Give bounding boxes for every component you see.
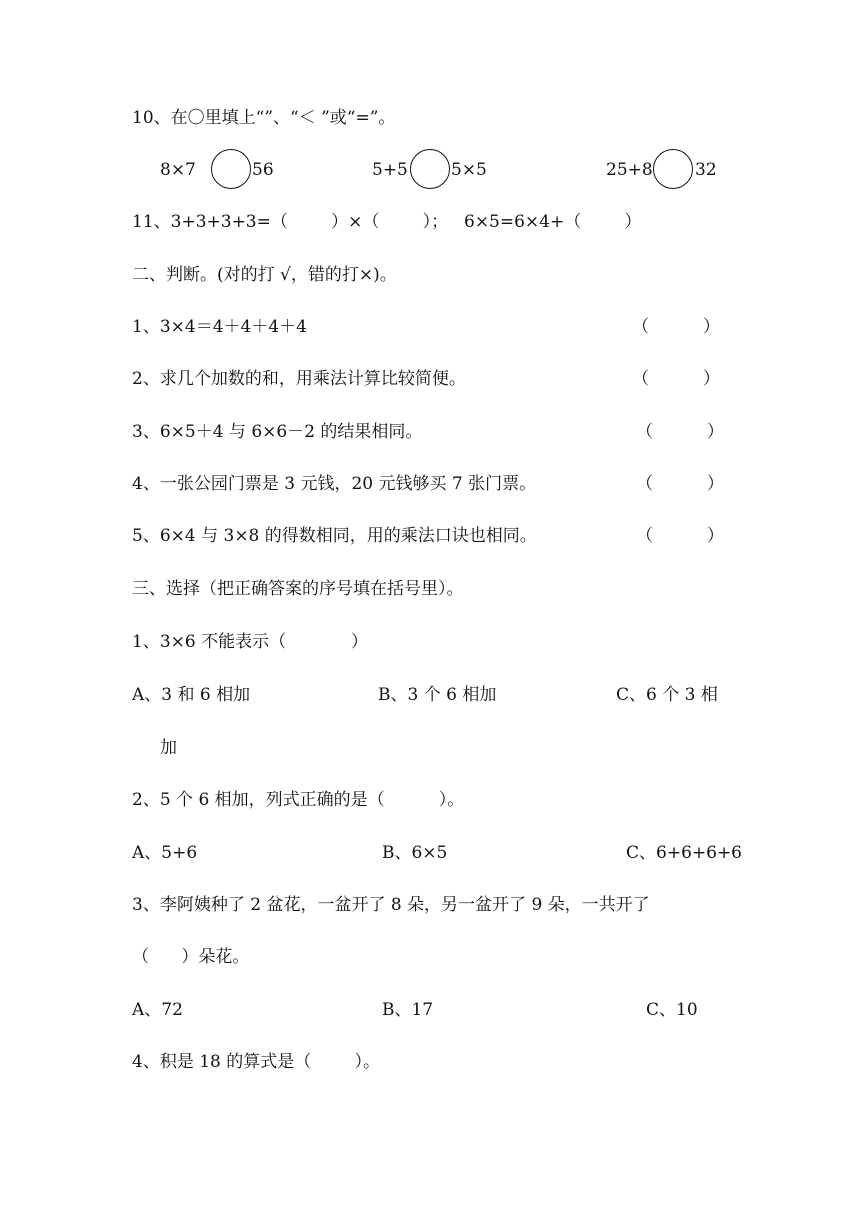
mc-q3-option-c: C、10 xyxy=(646,1000,698,1020)
q10-item2-answer-circle[interactable] xyxy=(410,149,450,189)
q10-item3-left: 25+8 xyxy=(606,160,653,180)
mc-q1-option-a: A、3 和 6 相加 xyxy=(132,685,251,705)
section3-heading: 三、选择（把正确答案的序号填在括号里）。 xyxy=(132,579,464,599)
mc-q1-option-c: C、6 个 3 相 xyxy=(616,685,718,705)
tf-item-4-answer[interactable]: （ ） xyxy=(636,474,725,494)
q10-item2-left: 5+5 xyxy=(372,160,408,180)
mc-q3-option-b: B、17 xyxy=(382,1000,434,1020)
q11-part2: 6×5=6×4+（ ） xyxy=(464,212,642,232)
mc-q2-option-a: A、5+6 xyxy=(132,843,198,863)
mc-q3-stem-cont: （ ）朵花。 xyxy=(132,947,250,967)
q10-item3-right: 32 xyxy=(695,160,717,180)
q10-item1-answer-circle[interactable] xyxy=(211,149,251,189)
section2-heading: 二、判断。(对的打 √，错的打×)。 xyxy=(132,265,397,285)
tf-item-5-answer[interactable]: （ ） xyxy=(636,526,725,546)
tf-item-5-text: 5、6×4 与 3×8 的得数相同，用的乘法口诀也相同。 xyxy=(132,526,537,546)
mc-q3-stem: 3、李阿姨种了 2 盆花，一盆开了 8 朵，另一盆开了 9 朵，一共开了 xyxy=(132,895,650,915)
tf-item-1-text: 1、3×4＝4＋4＋4＋4 xyxy=(132,317,307,337)
q10-item3-answer-circle[interactable] xyxy=(653,149,693,189)
q10-item2-right: 5×5 xyxy=(451,160,487,180)
q11-part1: 11、3+3+3+3=（ ）×（ ）； xyxy=(132,212,449,232)
tf-item-2-text: 2、求几个加数的和，用乘法计算比较简便。 xyxy=(132,369,466,389)
mc-q1-option-b: B、3 个 6 相加 xyxy=(378,685,497,705)
mc-q2-option-b: B、6×5 xyxy=(382,843,448,863)
mc-q4-stem: 4、积是 18 的算式是（ ）。 xyxy=(132,1052,380,1072)
mc-q1-option-c-cont: 加 xyxy=(160,738,177,758)
mc-q2-stem: 2、5 个 6 相加，列式正确的是（ ）。 xyxy=(132,790,465,810)
mc-q1-stem: 1、3×6 不能表示（ ） xyxy=(132,632,368,652)
tf-item-4-text: 4、一张公园门票是 3 元钱，20 元钱够买 7 张门票。 xyxy=(132,474,537,494)
tf-item-2-answer[interactable]: （ ） xyxy=(632,369,721,389)
tf-item-3-text: 3、6×5＋4 与 6×6－2 的结果相同。 xyxy=(132,422,423,442)
q10-item1-right: 56 xyxy=(252,160,274,180)
tf-item-1-answer[interactable]: （ ） xyxy=(632,317,721,337)
mc-q2-option-c: C、6+6+6+6 xyxy=(626,843,743,863)
q10-prompt: 10、在〇里填上“”、“＜ ”或“=”。 xyxy=(132,108,396,128)
tf-item-3-answer[interactable]: （ ） xyxy=(636,422,725,442)
mc-q3-option-a: A、72 xyxy=(132,1000,183,1020)
q10-item1-left: 8×7 xyxy=(160,160,196,180)
